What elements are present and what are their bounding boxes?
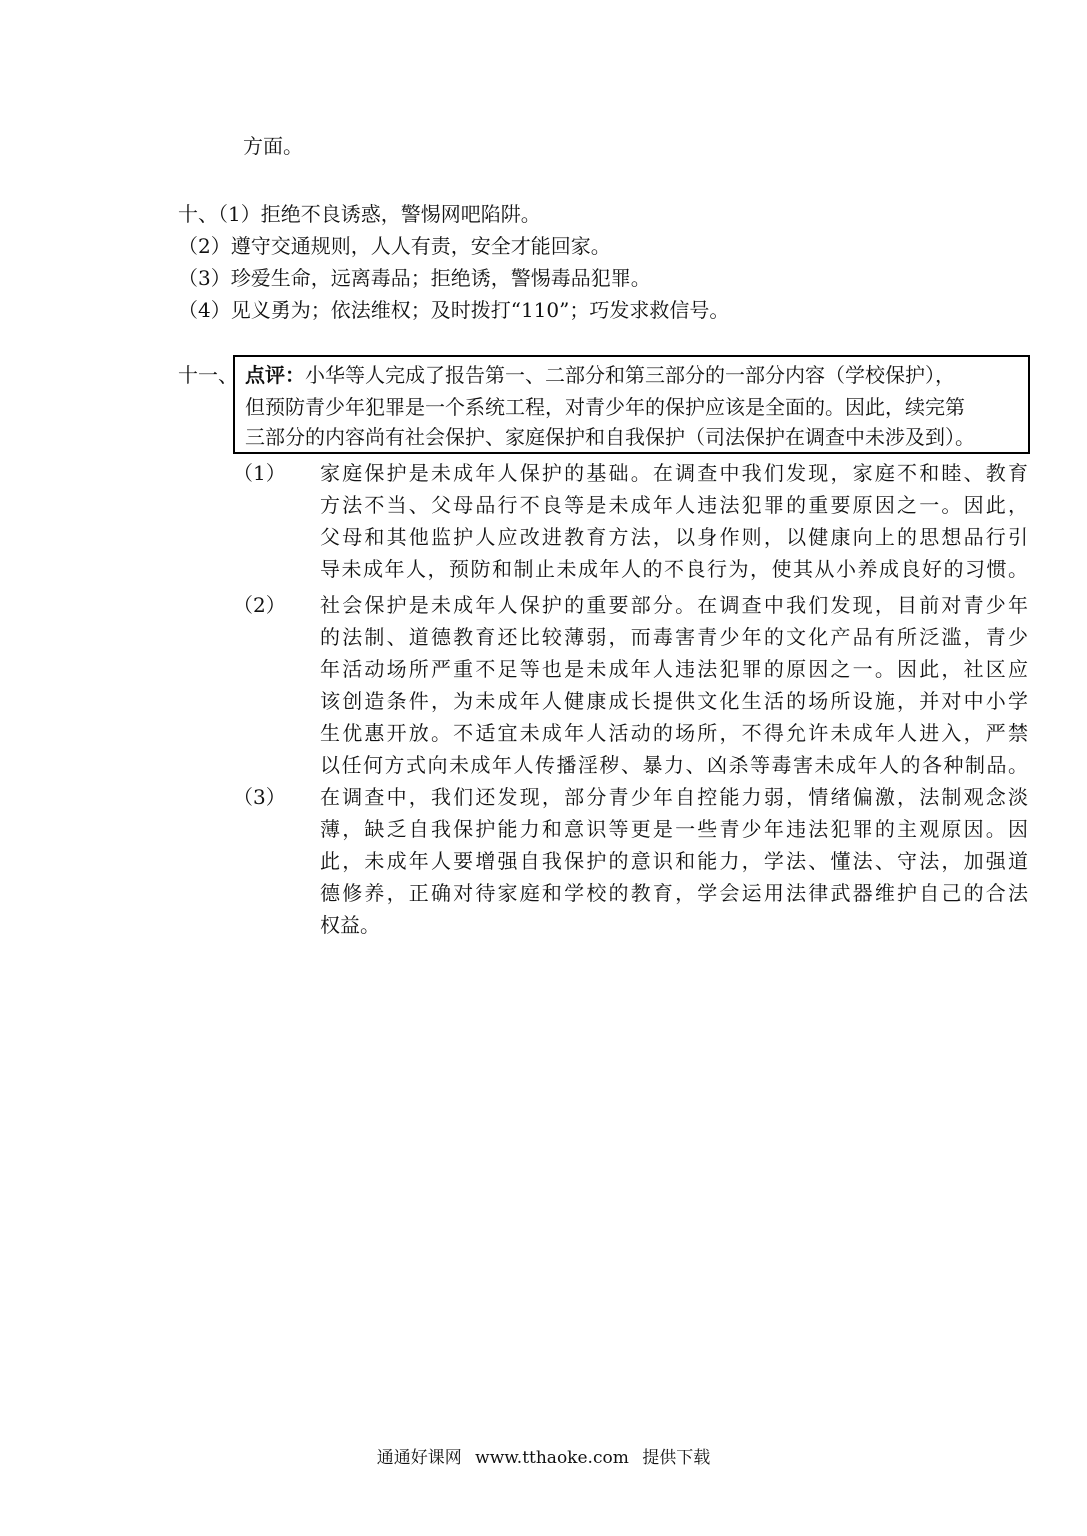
page-footer: [0, 1446, 1087, 1470]
item-1-line: 方法不当、父母品行不良等是未成年人违法犯罪的重要原因之一。因此，: [320, 493, 1028, 517]
item-2-number: （2）: [233, 593, 286, 617]
item-1-line: 父母和其他监护人应改进教育方法，以身作则，以健康向上的思想品行引: [320, 525, 1028, 549]
comment-line-2: 但预防青少年犯罪是一个系统工程，对青少年的保护应该是全面的。因此，续完第: [245, 395, 965, 419]
comment-label: 点评：: [245, 363, 305, 387]
item-3-line: 在调查中，我们还发现，部分青少年自控能力弱，情绪偏激，法制观念淡: [320, 785, 1028, 809]
comment-line-1-text: 小华等人完成了报告第一、二部分和第三部分的一部分内容（学校保护），: [305, 363, 955, 387]
item-3-line: 权益。: [320, 913, 380, 937]
item-3-body: [320, 781, 1028, 941]
item-2-body: [320, 589, 1028, 781]
section10-line-3: （3）珍爱生命，远离毒品；拒绝诱，警惕毒品犯罪。: [178, 266, 651, 290]
item-2-line: 的法制、道德教育还比较薄弱，而毒害青少年的文化产品有所泛滥，青少: [320, 625, 1028, 649]
item-2-line: 生优惠开放。不适宜未成年人活动的场所，不得允许未成年人进入，严禁: [320, 721, 1028, 745]
footer-site-name: 通通好课网: [376, 1448, 462, 1468]
item-2-line: 以任何方式向未成年人传播淫秽、暴力、凶杀等毒害未成年人的各种制品。: [320, 753, 1028, 777]
comment-line-1: [245, 361, 955, 389]
item-2-line: 社会保护是未成年人保护的重要部分。在调查中我们发现，目前对青少年: [320, 593, 1028, 617]
item-1-line: 家庭保护是未成年人保护的基础。在调查中我们发现，家庭不和睦、教育: [320, 461, 1028, 485]
continuation-text: 方面。: [243, 134, 303, 158]
item-2-line: 年活动场所严重不足等也是未成年人违法犯罪的原因之一。因此，社区应: [320, 657, 1028, 681]
item-1-body: [320, 457, 1028, 585]
comment-line-3: 三部分的内容尚有社会保护、家庭保护和自我保护（司法保护在调查中未涉及到）。: [245, 425, 975, 449]
item-3-number: （3）: [233, 785, 286, 809]
comment-box: [233, 355, 1030, 454]
item-1-line: 导未成年人，预防和制止未成年人的不良行为，使其从小养成良好的习惯。: [320, 557, 1028, 581]
item-1-number: （1）: [233, 461, 286, 485]
item-2-line: 该创造条件，为未成年人健康成长提供文化生活的场所设施，并对中小学: [320, 689, 1028, 713]
footer-url[interactable]: www.tthaoke.com: [475, 1448, 629, 1468]
footer-download-text: 提供下载: [642, 1448, 711, 1468]
item-3-line: 薄，缺乏自我保护能力和意识等更是一些青少年违法犯罪的主观原因。因: [320, 817, 1028, 841]
section11-number: 十一、: [178, 363, 238, 387]
item-3-line: 德修养，正确对待家庭和学校的教育，学会运用法律武器维护自己的合法: [320, 881, 1028, 905]
section10-line-2: （2）遵守交通规则，人人有责，安全才能回家。: [178, 234, 611, 258]
item-3-line: 此，未成年人要增强自我保护的意识和能力，学法、懂法、守法，加强道: [320, 849, 1028, 873]
section10-line-4: （4）见义勇为；依法维权；及时拨打“110”；巧发求救信号。: [178, 298, 730, 322]
section10-line-1: 十、（1）拒绝不良诱惑，警惕网吧陷阱。: [178, 202, 541, 226]
